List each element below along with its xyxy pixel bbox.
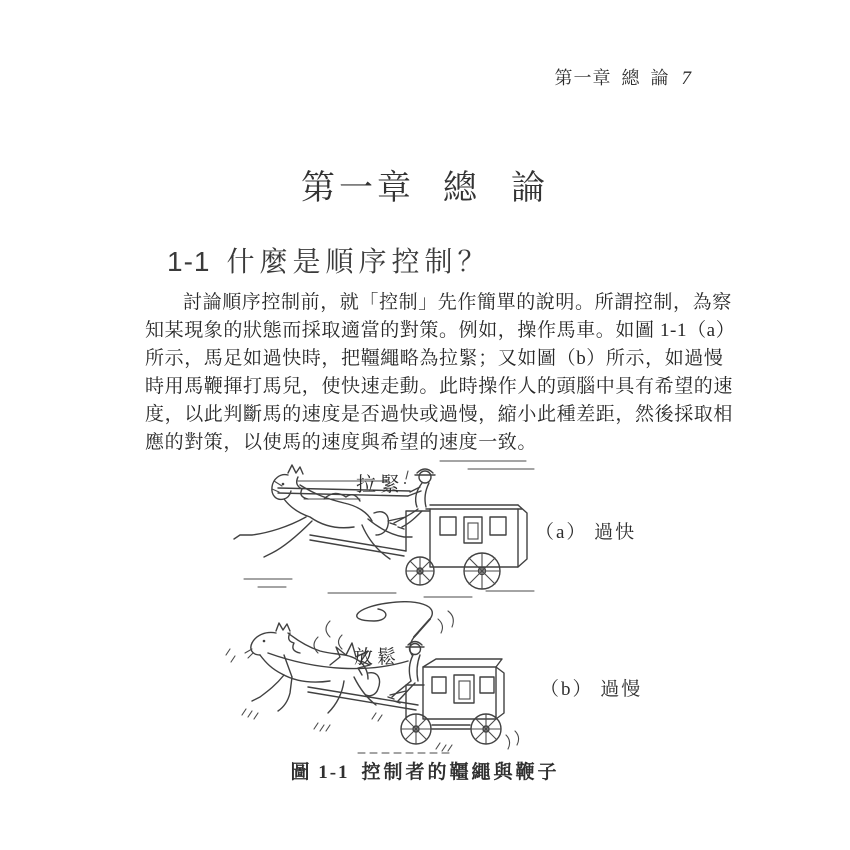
section-heading: [167, 240, 490, 280]
paragraph-line: 應的對策，以使馬的速度與希望的速度一致。: [145, 432, 538, 453]
horse-carriage-slow-drawing: [218, 601, 536, 761]
figure-caption: [0, 757, 850, 784]
paragraph-line: 所示，馬足如過快時，把韁繩略為拉緊；又如圖（b）所示，如過慢: [145, 348, 724, 369]
header-page-number: 7: [681, 68, 692, 89]
paragraph-line: 討論順序控制前，就「控制」先作簡單的說明。所謂控制，為察: [183, 292, 732, 313]
paragraph-line: 度，以此判斷馬的速度是否過快或過慢，縮小此種差距，然後採取相: [145, 404, 734, 425]
header-chapter: 第一章: [554, 68, 612, 88]
annotation-pull-tight: 拉緊: [356, 474, 404, 496]
horse-carriage-fast-drawing: [228, 455, 536, 603]
chapter-title-number: 第一章: [301, 170, 415, 207]
chapter-title-word2: 論: [511, 170, 549, 207]
figure-a-caption: （a） 過快: [535, 522, 637, 543]
header-word2: 論: [650, 68, 670, 88]
section-title: 什麼是順序控制？: [226, 246, 491, 277]
figure-b-illustration: [218, 601, 536, 761]
figure-caption-number: 圖 1-1: [290, 762, 350, 783]
figure-b-caption: （b） 過慢: [540, 679, 643, 700]
chapter-title: [0, 160, 850, 209]
paragraph-line: 時用馬鞭揮打馬兒，使快速走動。此時操作人的頭腦中具有希望的速: [145, 376, 734, 397]
page-header: [555, 64, 693, 90]
figure-caption-text: 控制者的韁繩與鞭子: [361, 762, 560, 783]
body-paragraph: [145, 289, 736, 457]
header-word1: 總: [621, 68, 641, 88]
annotation-loosen: 放鬆: [354, 647, 401, 668]
figure-a-illustration: [228, 455, 536, 603]
paragraph-line: 知某現象的狀態而採取適當的對策。例如，操作馬車。如圖 1-1（a）: [145, 320, 736, 341]
section-number: 1-1: [167, 246, 211, 277]
chapter-title-word1: 總: [443, 170, 481, 207]
